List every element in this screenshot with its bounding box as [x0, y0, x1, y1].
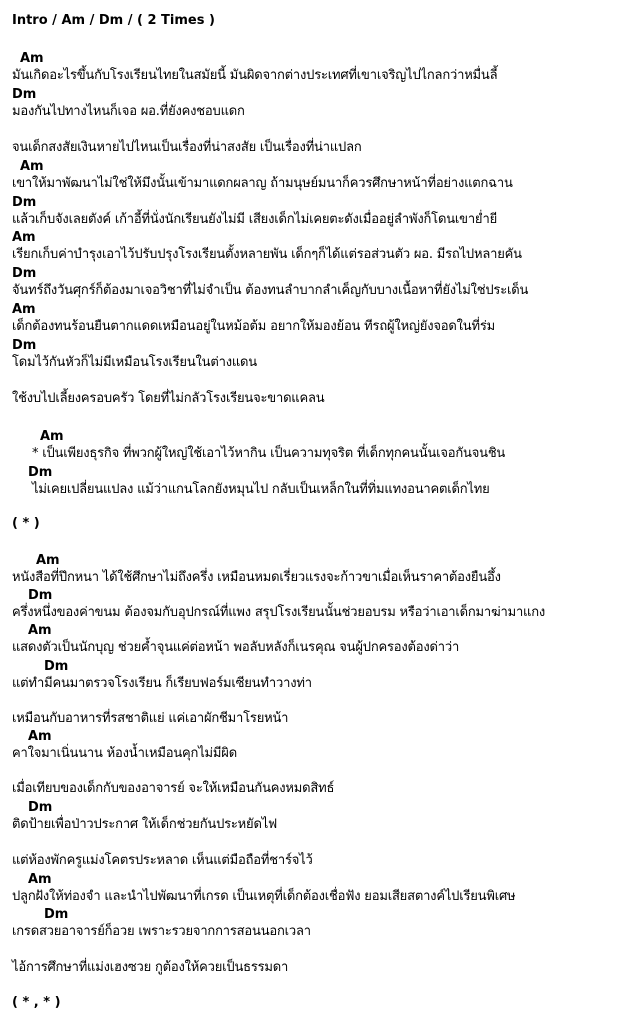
- chord-dm: Dm: [28, 800, 53, 815]
- chord-am: Am: [12, 302, 36, 317]
- lyric-line: ไม่เคยเปลี่ยนแปลง แม้ว่าแกนโลกยังหมุนไป กลับเป็นเหล็กในที่ทิ่มแทงอนาคตเด็กไทย: [32, 482, 490, 497]
- lyric-line: คาใจมาเนิ่นนาน ห้องน้ำเหมือนคุกไม่มีผิด: [12, 746, 237, 761]
- chord-dm: Dm: [28, 588, 53, 603]
- chord-dm: Dm: [44, 907, 69, 922]
- lyric-line: ปลูกฝังให้ท่องจำ และนำไปพัฒนาที่เกรด เป็นเหตุที่เด็กต้องเชื่อฟัง ยอมเสียสตางค์ไปเรียนพิเศษ: [12, 889, 516, 904]
- lyric-line: แต่ทำมีคนมาตรวจโรงเรียน ก็เรียบฟอร์มเซียนทำวางท่า: [12, 676, 312, 691]
- lyric-line: เด็กต้องทนร้อนยืนตากแดดเหมือนอยู่ในหม้อต้ม อยากให้มองย้อน ทีรถผู้ใหญ่ยังจอดในที่ร่ม: [12, 319, 495, 334]
- lyric-line: มองกันไปทางไหนก็เจอ ผอ.ที่ยังคงชอบแดก: [12, 104, 245, 119]
- chord-dm: Dm: [12, 266, 37, 281]
- lyric-line: ครึ่งหนึ่งของค่าขนม ต้องจมกับอุปกรณ์ที่แพง สรุปโรงเรียนนั้นช่วยอบรม หรือว่าเอาเด็กมาฆ่ามาแกง: [12, 605, 546, 620]
- lyric-line: เกรดสวยอาจารย์ก็อวย เพราะรวยจากการสอนนอกเวลา: [12, 924, 311, 939]
- chord-dm: Dm: [12, 87, 37, 102]
- chord-am: Am: [28, 623, 52, 638]
- lyric-line: จนเด็กสงสัยเงินหายไปไหนเป็นเรื่องที่น่าสงสัย เป็นเรื่องที่น่าแปลก: [12, 140, 362, 155]
- chord-am: Am: [28, 729, 52, 744]
- lyric-line: แล้วเก็บจังเลยตังค์ เก้าอี้ที่นั่งนักเรียนยังไม่มี เสียงเด็กไม่เคยตะดังเมื่ออยู่ลำพังก็โดนเขาย่ำยี: [12, 212, 498, 227]
- lyric-line: เรียกเก็บค่าบำรุงเอาไว้ปรับปรุงโรงเรียนตั้งหลายพัน เด็กๆก็ได้แต่รอส่วนตัว ผอ. มีรถไปหลายคัน: [12, 247, 522, 262]
- chord-am: Am: [40, 429, 64, 444]
- lyric-line: เมื่อเทียบของเด็กกับของอาจารย์ จะให้เหมือนกันคงหมดสิทธ์: [12, 781, 335, 796]
- lyric-line: เขาให้มาพัฒนาไม่ใช่ให้มึงนั้นเข้ามาแดกผลาญ ถ้ามนุษย์มนาก็ควรศึกษาหน้าที่อย่างแตกฉาน: [12, 176, 513, 191]
- lyric-line: แต่ห้องพักครูแม่งโคตรประหลาด เห็นแต่มือถือที่ชาร์จไว้: [12, 853, 313, 868]
- chord-am: Am: [20, 159, 44, 174]
- lyric-line: ใช้งบไปเลี้ยงครอบครัว โดยที่ไม่กลัวโรงเรียนจะขาดแคลน: [12, 391, 325, 406]
- chord-am: Am: [12, 230, 36, 245]
- lyric-line: โดมไว้กันหัวก็ไม่มีเหมือนโรงเรียนในต่างแดน: [12, 355, 257, 370]
- repeat-marker: ( * , * ): [12, 995, 61, 1010]
- chord-dm: Dm: [12, 338, 37, 353]
- chord-dm: Dm: [28, 465, 53, 480]
- intro-line: Intro / Am / Dm / ( 2 Times ): [12, 13, 215, 28]
- lyric-line: แสดงตัวเป็นนักบุญ ช่วยค้ำจุนแค่ต่อหน้า พอลับหลังก็เนรคุณ จนผู้ปกครองต้องด่าว่า: [12, 640, 460, 655]
- chord-dm: Dm: [44, 659, 69, 674]
- chord-am: Am: [20, 51, 44, 66]
- lyric-line: ติดป้ายเพื่อป่าวประกาศ ให้เด็กช่วยกันประหยัดไฟ: [12, 817, 278, 832]
- lyric-line: * เป็นเพียงธุรกิจ ที่พวกผู้ใหญ่ใช้เอาไว้หากิน เป็นความทุจริต ที่เด็กทุกคนนั้นเจอกันจนชิน: [32, 446, 506, 461]
- chord-am: Am: [28, 872, 52, 887]
- lyric-line: หนังสือที่ปึกหนา ได้ใช้ศึกษาไม่ถึงครึ่ง เหมือนหมดเรี่ยวแรงจะก้าวขาเมื่อเห็นราคาต้องยืนอึ้ง: [12, 570, 501, 585]
- repeat-marker: ( * ): [12, 516, 40, 531]
- lyric-line: เหมือนกับอาหารที่รสชาติแย่ แค่เอาผักชีมาโรยหน้า: [12, 711, 289, 726]
- chord-dm: Dm: [12, 195, 37, 210]
- lyric-line: ไอ้การศึกษาที่แม่งเฮงซวย กูต้องให้ควยเป็นธรรมดา: [12, 960, 289, 975]
- lyric-line: จันทร์ถึงวันศุกร์ก็ต้องมาเจอวิชาที่ไม่จำเป็น ต้องทนลำบากลำเค็ญกับบางเนื้อหาที่ยังไม่ใช่ประเด็น: [12, 283, 529, 298]
- lyric-line: มันเกิดอะไรขึ้นกับโรงเรียนไทยในสมัยนี้ มันผิดจากต่างประเทศที่เขาเจริญไปไกลกว่าหมื่นลี้: [12, 68, 498, 83]
- chord-am: Am: [36, 553, 60, 568]
